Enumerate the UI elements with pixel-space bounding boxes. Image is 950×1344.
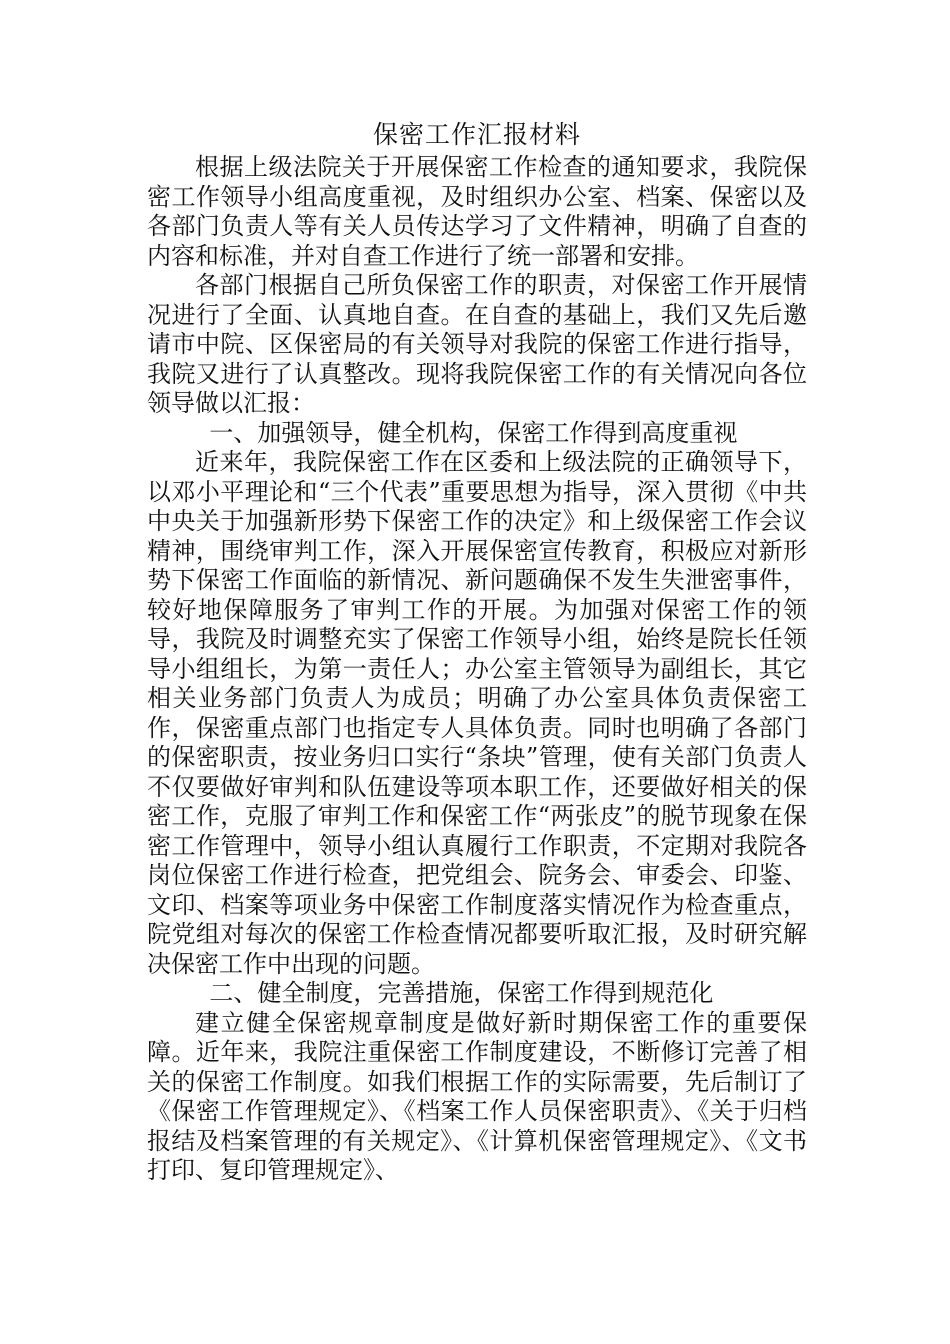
paragraph-section-1: 近来年，我院保密工作在区委和上级法院的正确领导下，以邓小平理论和“三个代表”重要思想为指导，深入贯彻《中共中央关于加强新形势下保密工作的决定》和上级保密工作会议精神，围绕审判工作，深入开展保密宣传教育，积极应对新形势下保密工作面临的新情况、新问题确保不发生失泄密事件，较好地保障服务了审判工作的开展。为加强对保密工作的领导，我院及时调整充实了保密工作领导小组，始终是院长任领导小组组长，为第一责任人；办公室主管领导为副组长，其它相关业务部门负责人为成员；明确了办公室具体负责保密工作，保密重点部门也指定专人具体负责。同时也明确了各部门的保密职责，按业务归口实行“条块”管理，使有关部门负责人不仅要做好审判和队伍建设等项本职工作，还要做好相关的保密工作，克服了审判工作和保密工作“两张皮”的脱节现象在保密工作管理中，领导小组认真履行工作职责，不定期对我院各岗位保密工作进行检查，把党组会、院务会、审委会、印鉴、文印、档案等项业务中保密工作制度落实情况作为检查重点，院党组对每次的保密工作检查情况都要听取汇报，及时研究解决保密工作中出现的问题。 [147, 448, 807, 978]
section-heading-2: 二、健全制度，完善措施，保密工作得到规范化 [209, 979, 714, 1007]
paragraph-self-check: 各部门根据自己所负保密工作的职责，对保密工作开展情况进行了全面、认真地自查。在自查的基础上，我们又先后邀请市中院、区保密局的有关领导对我院的保密工作进行指导，我院又进行了认真整改。现将我院保密工作的有关情况向各位领导做以汇报： [147, 271, 807, 417]
document-body [147, 153, 807, 1186]
paragraph-intro: 根据上级法院关于开展保密工作检查的通知要求，我院保密工作领导小组高度重视，及时组织办公室、档案、保密以及各部门负责人等有关人员传达学习了文件精神，明确了自查的内容和标准，并对自查工作进行了统一部署和安排。 [147, 153, 807, 270]
document-title: 保密工作汇报材料 [372, 120, 581, 149]
paragraph-section-2: 建立健全保密规章制度是做好新时期保密工作的重要保障。近年来，我院注重保密工作制度建设，不断修订完善了相关的保密工作制度。如我们根据工作的实际需要，先后制订了《保密工作管理规定》、《档案工作人员保密职责》、《关于归档报结及档案管理的有关规定》、《计算机保密管理规定》、《文书打印、复印管理规定》、 [147, 1008, 807, 1184]
section-heading-1: 一、加强领导，健全机构，保密工作得到高度重视 [209, 418, 738, 447]
